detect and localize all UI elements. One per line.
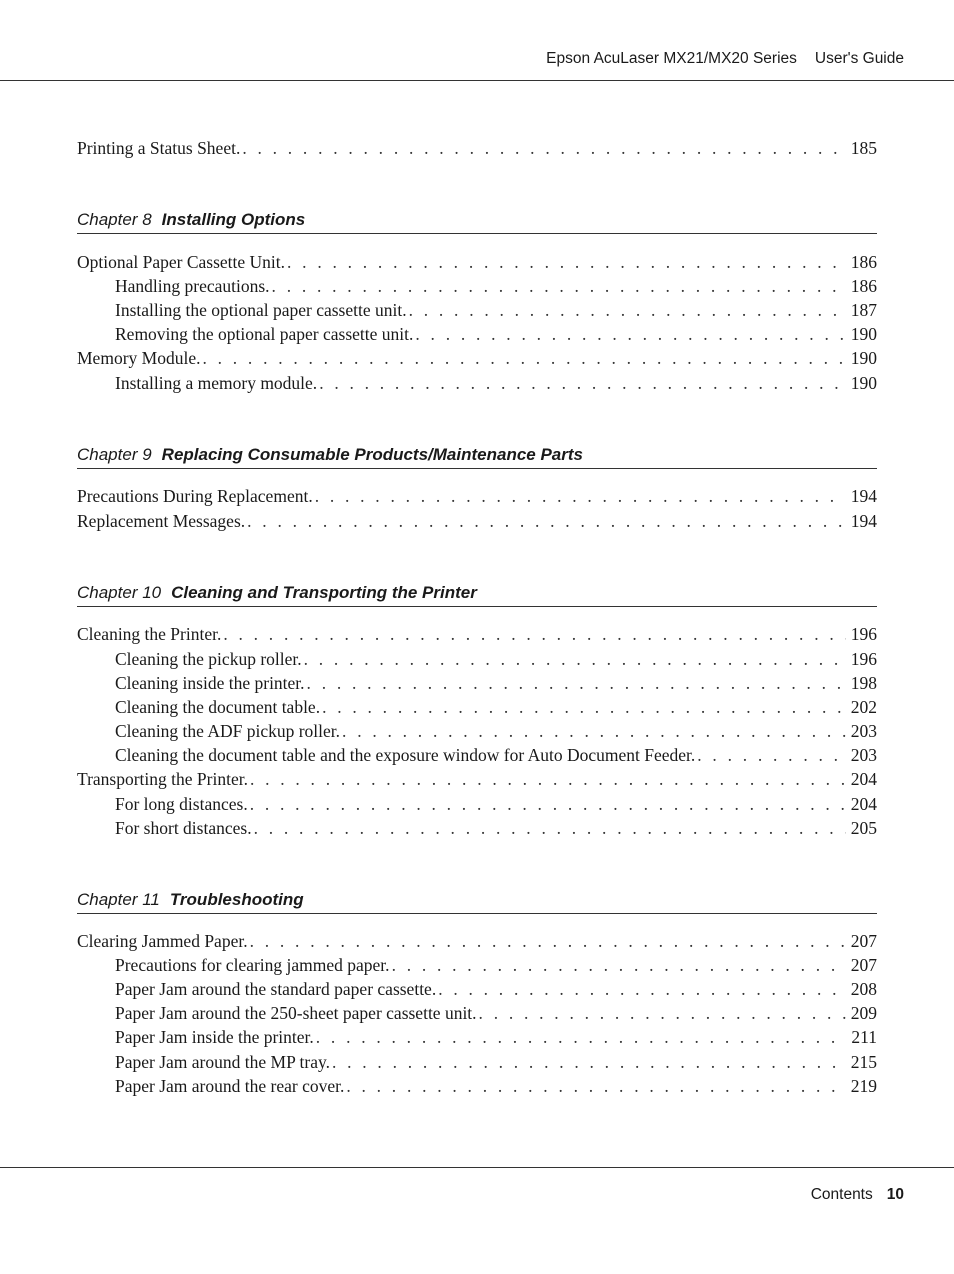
- dot-leader: [322, 696, 846, 718]
- dot-leader: [287, 251, 846, 273]
- dot-leader: [319, 372, 846, 394]
- dot-leader: [250, 930, 846, 952]
- toc-entry-title: For short distances.: [115, 818, 252, 838]
- dot-leader: [315, 485, 846, 507]
- dot-leader: [223, 623, 846, 645]
- toc-entry[interactable]: [77, 768, 877, 790]
- toc-entry[interactable]: [77, 137, 877, 159]
- dot-leader: [392, 954, 846, 976]
- dot-leader: [316, 1026, 846, 1048]
- dot-leader: [346, 1075, 846, 1097]
- toc-entry-title: Printing a Status Sheet.: [77, 138, 241, 158]
- toc-subentry[interactable]: [115, 720, 877, 742]
- dot-leader: [307, 672, 846, 694]
- toc-entry-title: Paper Jam around the MP tray.: [115, 1052, 330, 1072]
- chapter-title: Replacing Consumable Products/Maintenance Parts: [161, 445, 583, 464]
- toc-entry[interactable]: [77, 251, 877, 273]
- dot-leader: [242, 137, 846, 159]
- dot-leader: [250, 793, 846, 815]
- chapter-number: Chapter 9: [77, 445, 152, 464]
- toc-entry-page: 204: [850, 769, 877, 789]
- toc-entry-title: Paper Jam around the rear cover.: [115, 1076, 345, 1096]
- product-name: Epson AcuLaser MX21/MX20 Series: [546, 50, 797, 67]
- toc-subentry[interactable]: [115, 275, 877, 297]
- toc-entry-title: Paper Jam around the 250-sheet paper cassette unit.: [115, 1003, 477, 1023]
- dot-leader: [342, 720, 846, 742]
- toc-entry-title: Transporting the Printer.: [77, 769, 248, 789]
- toc-entry-page: 208: [850, 979, 877, 999]
- toc-entry-page: 194: [850, 511, 877, 531]
- toc-entry-page: 207: [850, 931, 877, 951]
- chapter-title: Cleaning and Transporting the Printer: [171, 583, 477, 602]
- toc-subentry[interactable]: [115, 323, 877, 345]
- chapter-heading: [77, 582, 877, 607]
- toc-entry-title: Cleaning the Printer.: [77, 624, 222, 644]
- chapter-number: Chapter 10: [77, 583, 162, 602]
- toc-entry[interactable]: [77, 510, 877, 532]
- toc-entry-title: Precautions During Replacement.: [77, 486, 313, 506]
- toc-entry[interactable]: [77, 623, 877, 645]
- running-header: [546, 50, 904, 68]
- toc-entry-page: 198: [850, 673, 877, 693]
- chapter-title: Troubleshooting: [169, 890, 304, 909]
- toc-subentry[interactable]: [115, 1026, 877, 1048]
- toc-entry-page: 211: [851, 1027, 877, 1047]
- footer-rule: [0, 1167, 954, 1168]
- toc-subentry[interactable]: [115, 299, 877, 321]
- toc-entry-title: Optional Paper Cassette Unit.: [77, 252, 286, 272]
- toc-entry-page: 186: [850, 252, 877, 272]
- toc-entry-page: 190: [850, 348, 877, 368]
- chapter-heading: [77, 444, 877, 469]
- toc-entry-title: Clearing Jammed Paper.: [77, 931, 248, 951]
- toc-entry-page: 203: [850, 745, 877, 765]
- toc-subentry[interactable]: [115, 1051, 877, 1073]
- toc-entry-title: For long distances.: [115, 794, 248, 814]
- dot-leader: [415, 323, 846, 345]
- toc-entry-page: 190: [850, 373, 877, 393]
- dot-leader: [438, 978, 846, 1000]
- toc-entry-page: 205: [850, 818, 877, 838]
- toc-subentry[interactable]: [115, 817, 877, 839]
- dot-leader: [332, 1051, 846, 1073]
- toc-entry[interactable]: [77, 485, 877, 507]
- toc-entry-title: Handling precautions.: [115, 276, 270, 296]
- guide-name: User's Guide: [814, 50, 904, 67]
- toc-subentry[interactable]: [115, 672, 877, 694]
- toc-entry-page: 219: [850, 1076, 877, 1096]
- chapter-number: Chapter 11: [77, 890, 160, 909]
- header-rule: [0, 80, 954, 81]
- toc-subentry[interactable]: [115, 793, 877, 815]
- dot-leader: [409, 299, 846, 321]
- toc-entry[interactable]: [77, 347, 877, 369]
- toc-entry-title: Cleaning the document table.: [115, 697, 321, 717]
- toc-entry-page: 196: [850, 624, 877, 644]
- toc-entry-page: 204: [850, 794, 877, 814]
- footer-section: Contents: [810, 1186, 873, 1203]
- chapter-number: Chapter 8: [77, 210, 152, 229]
- chapter-heading: [77, 209, 877, 234]
- toc-entry-page: 190: [850, 324, 877, 344]
- toc-entry-title: Cleaning the pickup roller.: [115, 649, 302, 669]
- toc-entry-title: Removing the optional paper cassette unit.: [115, 324, 414, 344]
- page-number: 10: [886, 1186, 904, 1203]
- dot-leader: [202, 347, 846, 369]
- dot-leader: [697, 744, 846, 766]
- running-footer: [811, 1186, 904, 1204]
- toc-subentry[interactable]: [115, 744, 877, 766]
- toc-subentry[interactable]: [115, 954, 877, 976]
- toc-entry-title: Memory Module.: [77, 348, 201, 368]
- dot-leader: [254, 817, 846, 839]
- toc-entry-page: 209: [850, 1003, 877, 1023]
- chapter-title: Installing Options: [161, 210, 306, 229]
- toc-entry-page: 202: [850, 697, 877, 717]
- toc-entry-title: Installing a memory module.: [115, 373, 318, 393]
- dot-leader: [304, 648, 846, 670]
- toc-entry-page: 215: [850, 1052, 877, 1072]
- dot-leader: [479, 1002, 846, 1024]
- toc-subentry[interactable]: [115, 648, 877, 670]
- toc-subentry[interactable]: [115, 1075, 877, 1097]
- toc-entry-title: Precautions for clearing jammed paper.: [115, 955, 390, 975]
- dot-leader: [247, 510, 846, 532]
- dot-leader: [250, 768, 846, 790]
- toc-entry-page: 194: [850, 486, 877, 506]
- toc-entry-page: 185: [850, 138, 877, 158]
- toc-subentry[interactable]: [115, 696, 877, 718]
- dot-leader: [272, 275, 846, 297]
- toc-subentry[interactable]: [115, 372, 877, 394]
- toc-entry-page: 196: [850, 649, 877, 669]
- toc-entry-title: Cleaning inside the printer.: [115, 673, 305, 693]
- toc-entry-page: 203: [850, 721, 877, 741]
- toc-entry[interactable]: [77, 930, 877, 952]
- chapter-heading: [77, 889, 877, 914]
- toc-entry-title: Paper Jam inside the printer.: [115, 1027, 314, 1047]
- toc-entry-title: Replacement Messages.: [77, 511, 246, 531]
- toc-entry-title: Cleaning the document table and the exposure window for Auto Document Feeder.: [115, 745, 696, 765]
- toc-entry-title: Paper Jam around the standard paper cassette.: [115, 979, 437, 999]
- toc-entry-page: 207: [850, 955, 877, 975]
- toc-subentry[interactable]: [115, 978, 877, 1000]
- toc-entry-page: 187: [850, 300, 877, 320]
- toc-entry-title: Cleaning the ADF pickup roller.: [115, 721, 341, 741]
- toc-subentry[interactable]: [115, 1002, 877, 1024]
- toc-entry-title: Installing the optional paper cassette unit.: [115, 300, 407, 320]
- toc-entry-page: 186: [850, 276, 877, 296]
